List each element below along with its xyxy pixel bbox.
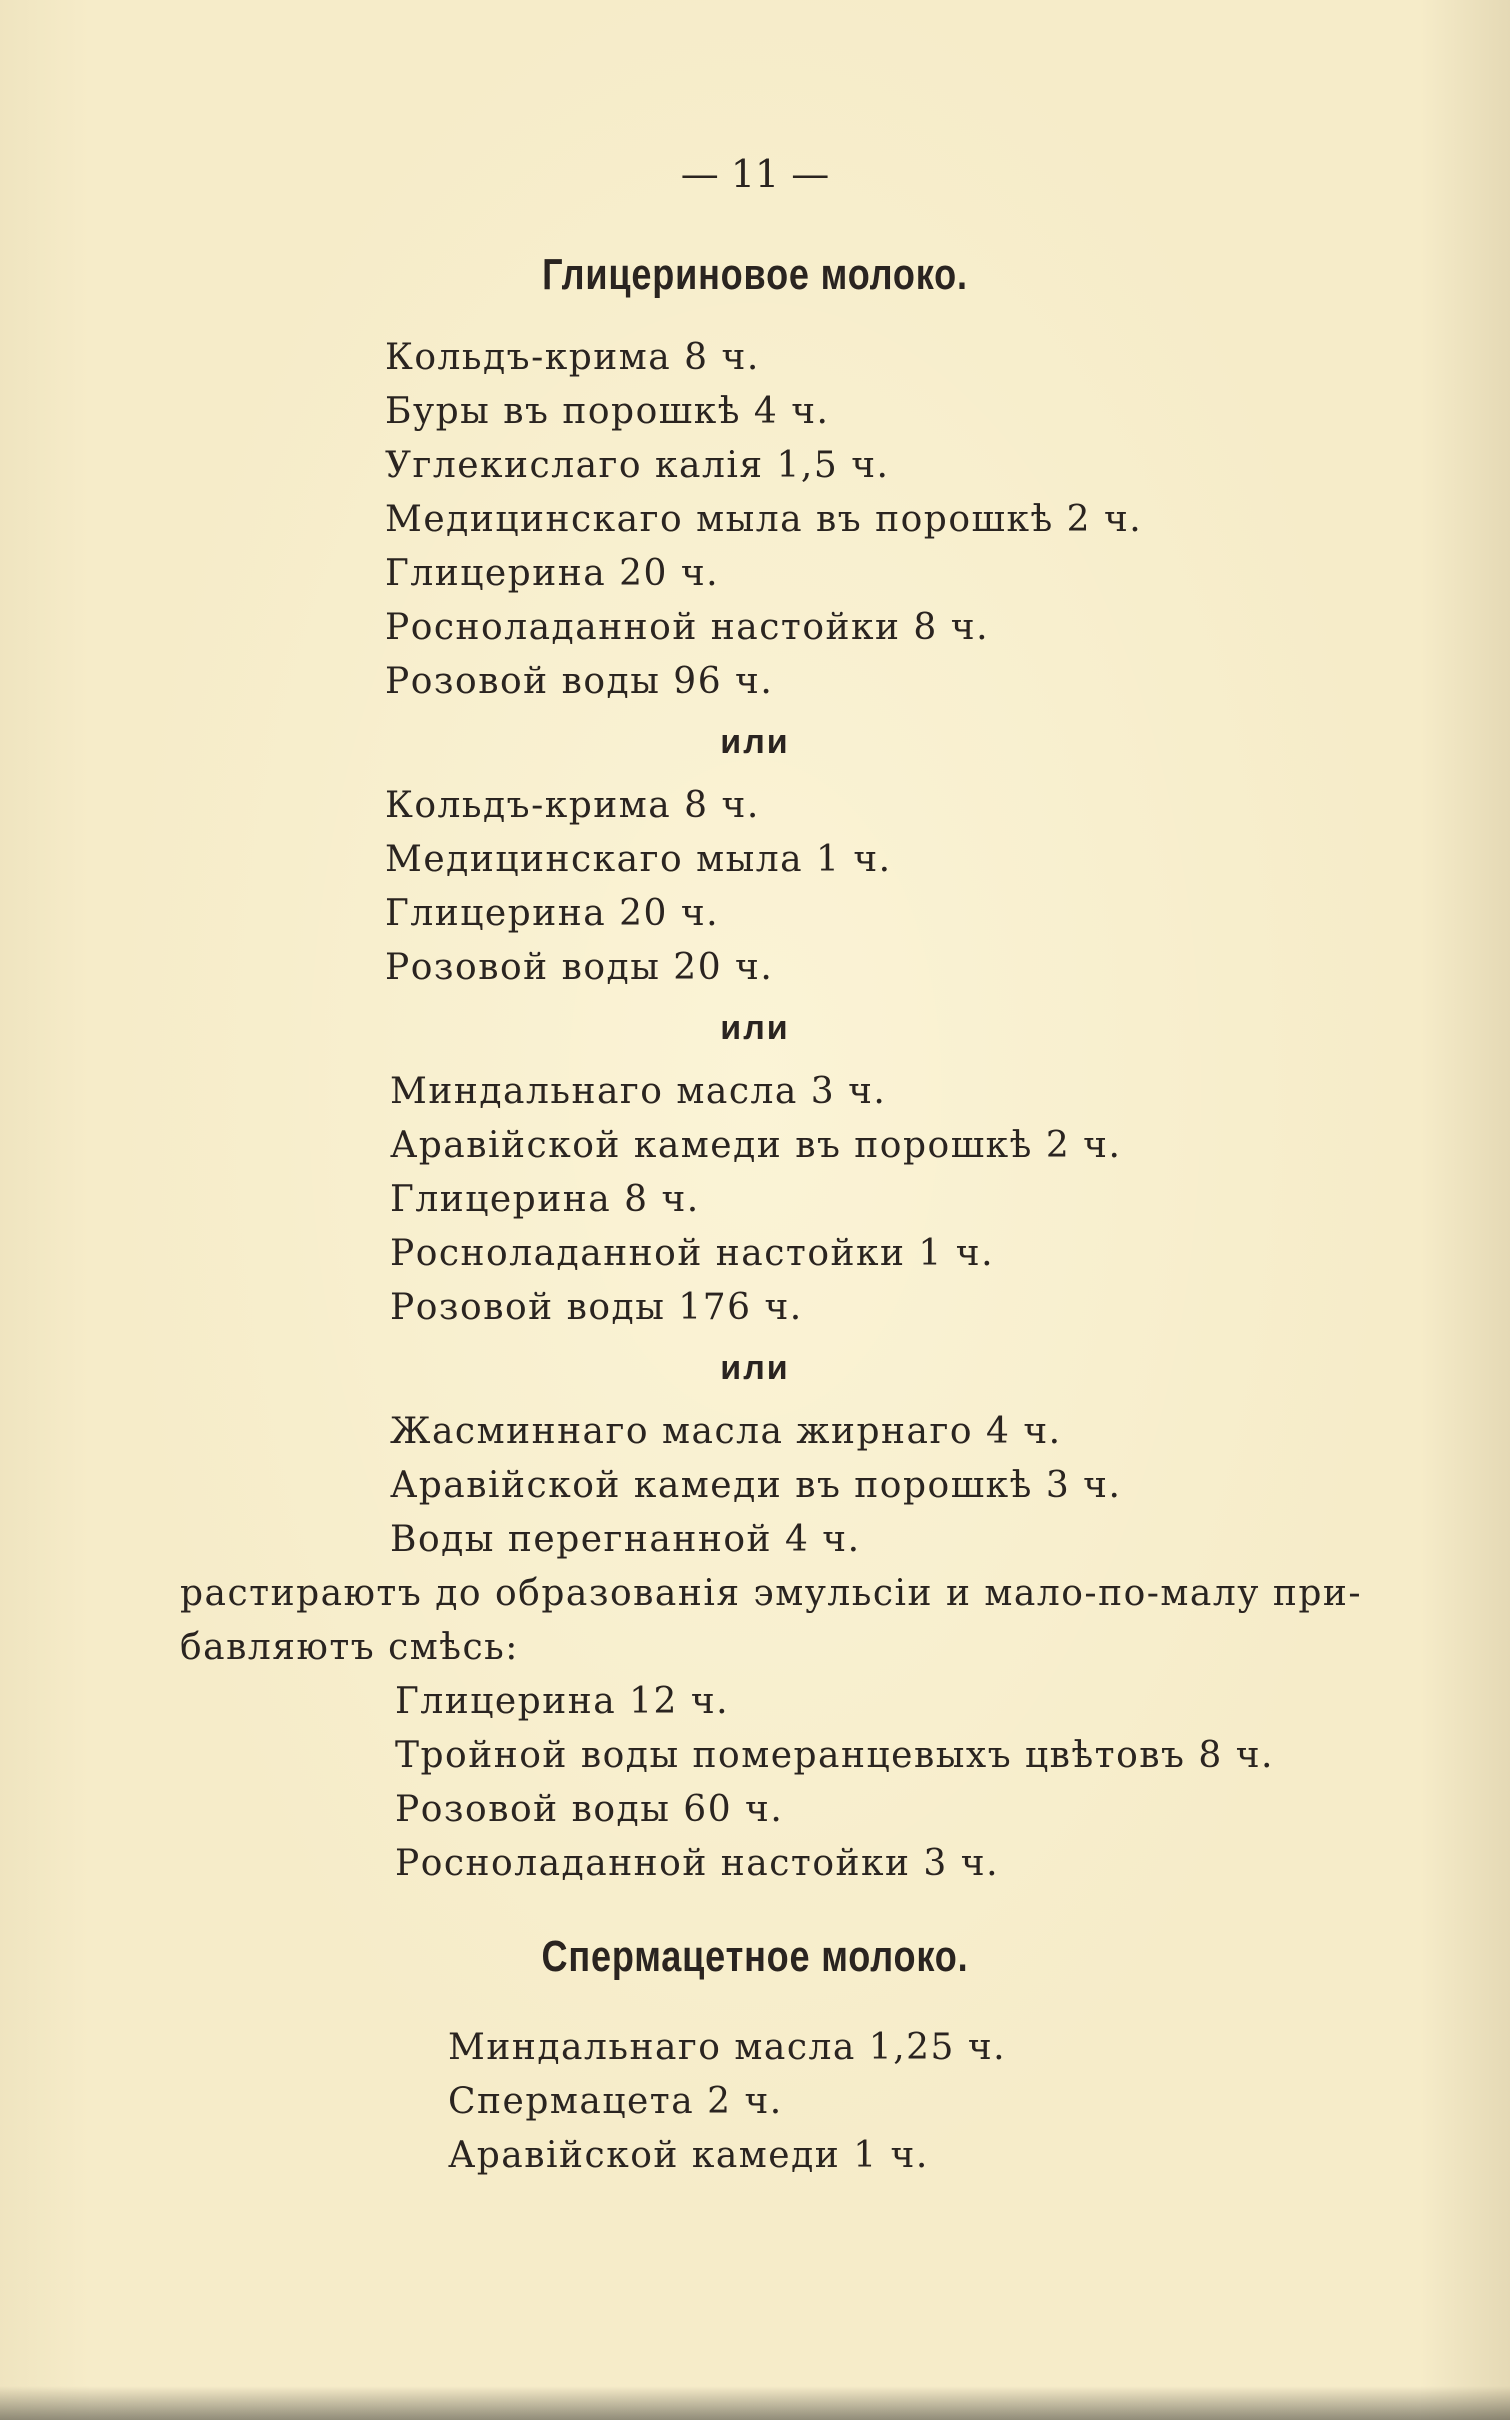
recipe-line: Розовой воды 20 ч. [385, 947, 774, 988]
recipe-line: Буры въ порошкѣ 4 ч. [385, 391, 830, 432]
recipe-line: Глицерина 8 ч. [390, 1179, 700, 1220]
recipe-line: Спермацета 2 ч. [448, 2081, 783, 2122]
recipe-line: Миндальнаго масла 3 ч. [390, 1071, 887, 1112]
or-separator: или [720, 1009, 790, 1047]
recipe-line: Росноладанной настойки 1 ч. [390, 1233, 995, 1274]
instruction-line: бавляютъ смѣсь: [180, 1627, 519, 1668]
recipe-line: Углекислаго калія 1,5 ч. [385, 445, 890, 486]
page-number: — 11 — [680, 152, 830, 196]
recipe-line: Миндальнаго масла 1,25 ч. [448, 2027, 1007, 2068]
recipe-line: Росноладанной настойки 3 ч. [395, 1843, 1000, 1884]
or-separator: или [720, 723, 790, 761]
page-bottom-shadow [0, 2386, 1510, 2420]
recipe-line: Жасминнаго масла жирнаго 4 ч. [390, 1411, 1062, 1452]
recipe-line: Глицерина 20 ч. [385, 893, 720, 934]
recipe-line: Розовой воды 60 ч. [395, 1789, 784, 1830]
instruction-paragraph [180, 1573, 1363, 1614]
section-title-spermaceti-milk: Спермацетное молоко. [541, 1932, 969, 1981]
recipe-line: Тройной воды померанцевыхъ цвѣтовъ 8 ч. [395, 1735, 1274, 1776]
recipe-line: Глицерина 20 ч. [385, 553, 720, 594]
recipe-line: Воды перегнанной 4 ч. [390, 1519, 861, 1560]
recipe-line: Аравійской камеди въ порошкѣ 2 ч. [390, 1125, 1122, 1166]
recipe-line: Розовой воды 96 ч. [385, 661, 774, 702]
recipe-line: Медицинскаго мыла въ порошкѣ 2 ч. [385, 499, 1143, 540]
recipe-line: Кольдъ-крима 8 ч. [385, 337, 760, 378]
section-title-glycerin-milk: Глицериновое молоко. [542, 250, 968, 299]
recipe-line: Аравійской камеди 1 ч. [448, 2135, 929, 2176]
instruction-line: растираютъ до образованія эмульсіи и мало-по-малу при- [180, 1573, 1363, 1614]
recipe-line: Медицинскаго мыла 1 ч. [385, 839, 892, 880]
recipe-line: Аравійской камеди въ порошкѣ 3 ч. [390, 1465, 1122, 1506]
recipe-line: Глицерина 12 ч. [395, 1681, 730, 1722]
recipe-line: Кольдъ-крима 8 ч. [385, 785, 760, 826]
or-separator: или [720, 1349, 790, 1387]
recipe-line: Росноладанной настойки 8 ч. [385, 607, 990, 648]
recipe-line: Розовой воды 176 ч. [390, 1287, 803, 1328]
